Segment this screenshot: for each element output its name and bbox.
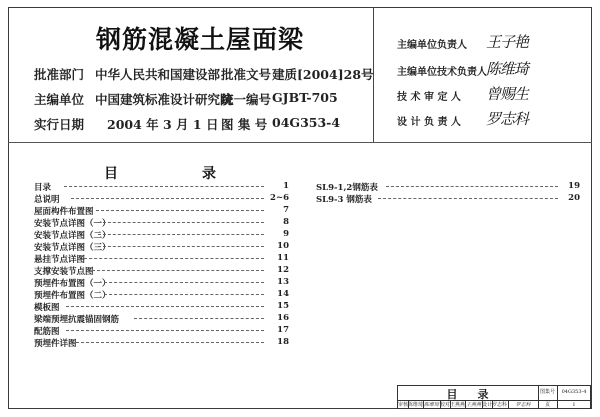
leader-dashes — [386, 186, 558, 187]
atlas-number-label: 图集号 — [539, 389, 555, 395]
toc-entry[interactable] — [34, 277, 289, 289]
toc-entry[interactable] — [34, 229, 289, 241]
title-block-divider — [482, 400, 483, 409]
approval-doc-value: 建质[2004]28号 — [272, 67, 374, 82]
toc-entry-page: 12 — [277, 265, 289, 275]
toc-entry-page: 17 — [277, 325, 289, 335]
toc-entry[interactable] — [34, 313, 289, 325]
toc-entry-label: 安装节点详图（三） — [34, 243, 111, 253]
toc-entry-page: 16 — [277, 313, 289, 323]
toc-entry-label: 梁端预埋抗震锚固钢筋 — [34, 315, 120, 325]
atlas-number-label: 图 集 号 — [221, 117, 268, 132]
review-label: 审核 — [398, 402, 408, 408]
toc-entry-page: 19 — [568, 181, 580, 191]
effective-date-value: 2004 年 3 月 1 日 — [107, 117, 219, 132]
toc-title-left: 目 — [104, 166, 118, 182]
signature: 王子艳 — [486, 33, 529, 51]
leader-dashes — [92, 270, 264, 271]
toc-entry-label: 悬挂节点详图 — [34, 255, 86, 265]
proofread-label: 校对 — [440, 402, 450, 408]
toc-entry-page: 1 — [283, 181, 289, 191]
signature-role: 技 术 审 定 人 — [397, 92, 461, 103]
title-block-divider — [465, 400, 466, 409]
editor-unit-value: 中国建筑标准设计研究院 — [95, 92, 233, 107]
reviewer-name: 陈维琦 — [408, 402, 423, 408]
leader-dashes — [98, 222, 264, 223]
leader-dashes — [104, 294, 264, 295]
toc-entry-label: 预埋件详图 — [34, 339, 77, 349]
proofreader-name: 王燕燕 — [450, 402, 465, 408]
toc-entry-page: 2~6 — [270, 193, 289, 203]
toc-entry-label: 目录 — [34, 183, 52, 193]
page-label: 页 — [544, 402, 550, 408]
signature-role: 主编单位负责人 — [397, 40, 467, 51]
toc-entry-page: 14 — [277, 289, 289, 299]
toc-entry-label: SL9-1,2钢筋表 — [316, 183, 378, 193]
header-divider — [8, 142, 592, 143]
title-block-divider — [440, 400, 441, 409]
editor-unit-label: 主编单位 — [34, 92, 85, 107]
leader-dashes — [66, 306, 264, 307]
toc-entry[interactable] — [34, 217, 289, 229]
toc-entry-page: 15 — [277, 301, 289, 311]
toc-entry-page: 13 — [277, 277, 289, 287]
title-block-divider — [408, 400, 409, 409]
leader-dashes — [71, 198, 264, 199]
designer-signature: 罗志科 — [515, 402, 531, 408]
toc-entry-label: 安装节点详图（一） — [34, 219, 111, 229]
toc-entry-label: SL9-3 钢筋表 — [316, 195, 372, 205]
toc-entry-label: 配筋图 — [34, 327, 60, 337]
approval-doc-label: 批准文号 — [221, 67, 272, 82]
atlas-number-value: 04G353-4 — [272, 115, 341, 130]
toc-entry-label: 模板图 — [34, 303, 60, 313]
toc-entry[interactable] — [316, 193, 580, 205]
toc-entry[interactable] — [34, 193, 289, 205]
toc-entry-label: 总说明 — [34, 195, 60, 205]
toc-entry-page: 18 — [277, 337, 289, 347]
toc-entry-page: 10 — [277, 241, 289, 251]
toc-title-right: 录 — [202, 166, 216, 182]
atlas-number-value: 04G353-4 — [561, 389, 587, 395]
toc-entry-page: 8 — [283, 217, 289, 227]
signature: 曾赐生 — [486, 85, 529, 103]
leader-dashes — [66, 330, 264, 331]
toc-entry[interactable] — [34, 205, 289, 217]
toc-entry-page: 7 — [283, 205, 289, 215]
toc-entry-label: 安装节点详图（二） — [34, 231, 111, 241]
leader-dashes — [104, 282, 264, 283]
leader-dashes — [96, 210, 264, 211]
toc-entry[interactable] — [34, 265, 289, 277]
design-label: 设计 — [482, 402, 492, 408]
toc-entry[interactable] — [34, 325, 289, 337]
designer-name: 罗志科 — [492, 402, 507, 408]
toc-entry-page: 20 — [568, 193, 580, 203]
toc-entry-label: 支撑安装节点图 — [34, 267, 94, 277]
toc-entry-label: 预埋件布置图（二） — [34, 291, 111, 301]
leader-dashes — [98, 246, 264, 247]
title-block-divider — [450, 400, 451, 409]
leader-dashes — [378, 198, 558, 199]
signature: 陈维琦 — [486, 60, 529, 78]
page-value: 1 — [572, 402, 576, 408]
leader-dashes — [84, 258, 264, 259]
toc-entry[interactable] — [34, 289, 289, 301]
leader-dashes — [64, 186, 264, 187]
title-block-divider — [508, 400, 509, 409]
unified-code-label: 统一编号 — [221, 92, 272, 107]
signature-role: 主编单位技术负责人 — [397, 67, 487, 78]
toc-entry[interactable] — [34, 301, 289, 313]
title-block-title: 目录 — [446, 388, 509, 401]
signature-role: 设 计 负 责 人 — [397, 117, 461, 128]
approval-dept-label: 批准部门 — [34, 67, 85, 82]
document-title: 钢筋混凝土屋面梁 — [96, 25, 305, 54]
toc-entry[interactable] — [34, 181, 289, 193]
proofreader-signature: 王燕燕 — [465, 402, 481, 408]
title-block-divider — [423, 400, 424, 409]
leader-dashes — [76, 342, 264, 343]
leader-dashes — [134, 318, 264, 319]
leader-dashes — [98, 234, 264, 235]
toc-entry[interactable] — [34, 253, 289, 265]
title-block-divider — [492, 400, 493, 409]
toc-entry-page: 9 — [283, 229, 289, 239]
unified-code-value: GJBT-705 — [272, 90, 338, 105]
toc-entry-label: 屋面构件布置图 — [34, 207, 94, 217]
signature: 罗志科 — [486, 110, 529, 128]
toc-entry[interactable] — [34, 241, 289, 253]
toc-entry[interactable] — [316, 181, 580, 193]
toc-entry-label: 预埋件布置图（一） — [34, 279, 111, 289]
toc-entry-page: 11 — [277, 253, 289, 263]
toc-entry[interactable] — [34, 337, 289, 349]
reviewer-signature: 陈维琦 — [423, 402, 439, 408]
effective-date-label: 实行日期 — [34, 117, 85, 132]
approval-dept-value: 中华人民共和国建设部 — [95, 67, 221, 82]
